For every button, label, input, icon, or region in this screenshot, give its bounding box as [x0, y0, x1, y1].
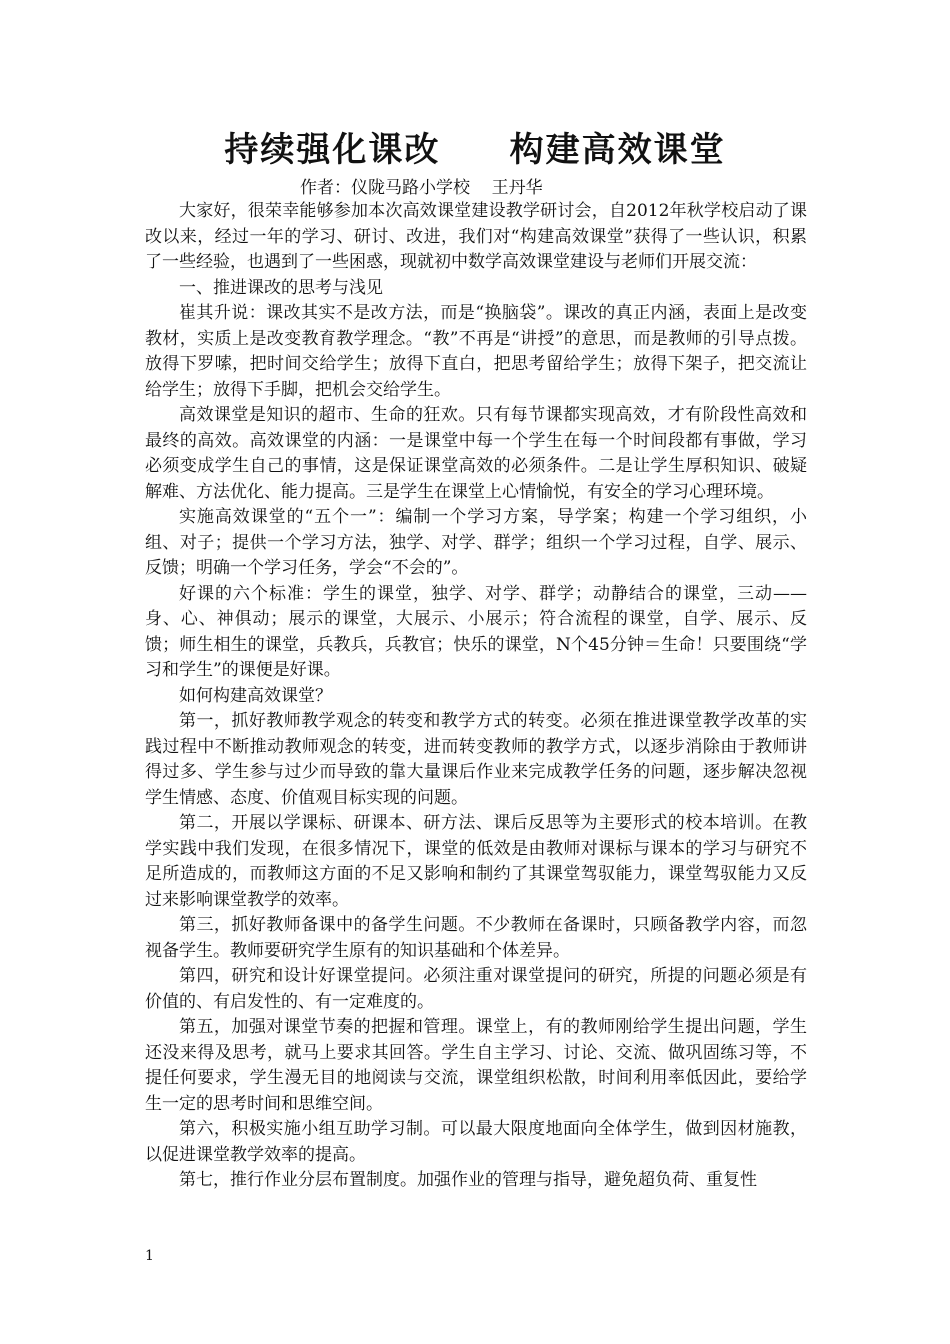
- paragraph: 第五，加强对课堂节奏的把握和管理。课堂上，有的教师刚给学生提出问题，学生还没来得及思考，就马上要求其回答。学生自主学习、讨论、交流、做巩固练习等，不提任何要求，学生漫无目的地阅读与交流，课堂组织松散，时间利用率低因此，要给学生一定的思考时间和思维空间。: [145, 1017, 807, 1114]
- section-heading-1: 一、推进课改的思考与浅见: [179, 277, 383, 298]
- paragraph: 第七，推行作业分层布置制度。加强作业的管理与指导，避免超负荷、重复性: [179, 1170, 757, 1190]
- paragraph: 高效课堂是知识的超市、生命的狂欢。只有每节课都实现高效，才有阶段性高效和最终的高效。高效课堂的内涵：一是课堂中每一个学生在每一个时间段都有事做，学习必须变成学生自己的事情，这是保证课堂高效的必须条件。二是让学生厚积知识、破疑解难、方法优化、能力提高。三是学生在课堂上心情愉悦，有安全的学习心理环境。: [145, 405, 807, 502]
- subheading-how-to-build: 如何构建高效课堂？: [179, 685, 332, 706]
- paragraph-intro: 大家好，很荣幸能够参加本次高效课堂建设教学研讨会，自2012年秋学校启动了课改以来，经过一年的学习、研讨、改进，我们对“构建高效课堂”获得了一些认识，积累了一些经验，也遇到了一些困惑，现就初中数学高效课堂建设与老师们开展交流：: [145, 201, 807, 272]
- paragraph: 第一，抓好教师教学观念的转变和教学方式的转变。必须在推进课堂教学改革的实践过程中不断推动教师观念的转变，进而转变教师的教学方式，以逐步消除由于教师讲得过多、学生参与过少而导致的靠大量课后作业来完成教学任务的问题，逐步解决忽视学生情感、态度、价值观目标实现的问题。: [145, 711, 807, 808]
- paragraph: 第六，积极实施小组互助学习制。可以最大限度地面向全体学生，做到因材施教，以促进课堂教学效率的提高。: [145, 1119, 807, 1165]
- document-body: [145, 199, 807, 1194]
- paragraph: 好课的六个标准：学生的课堂，独学、对学、群学；动静结合的课堂，三动——身、心、神俱动；展示的课堂，大展示、小展示；符合流程的课堂，自学、展示、反馈；师生相生的课堂，兵教兵，兵教官；快乐的课堂，N个45分钟＝生命！只要围绕“学习和学生”的课便是好课。: [145, 583, 807, 680]
- page-number: 1: [145, 1248, 154, 1264]
- paragraph: 第二，开展以学课标、研课本、研方法、课后反思等为主要形式的校本培训。在教学实践中我们发现，在很多情况下，课堂的低效是由教师对课标与课本的学习与研究不足所造成的，而教师这方面的不足又影响和制约了其课堂驾驭能力，课堂驾驭能力又反过来影响课堂教学的效率。: [145, 813, 807, 910]
- paragraph: 第三，抓好教师备课中的备学生问题。不少教师在备课时，只顾备教学内容，而忽视备学生。教师要研究学生原有的知识基础和个体差异。: [145, 915, 807, 961]
- paragraph: 实施高效课堂的“五个一”：编制一个学习方案，导学案；构建一个学习组织，小组、对子；提供一个学习方法，独学、对学、群学；组织一个学习过程，自学、展示、反馈；明确一个学习任务，学会“不会的”。: [145, 507, 807, 578]
- document-title: 持续强化课改 构建高效课堂: [224, 130, 726, 170]
- author-line: 作者：仪陇马路小学校 王丹华: [300, 178, 543, 198]
- paragraph: 第四，研究和设计好课堂提问。必须注重对课堂提问的研究，所提的问题必须是有价值的、有启发性的、有一定难度的。: [145, 966, 807, 1012]
- paragraph: 崔其升说：课改其实不是改方法，而是“换脑袋”。课改的真正内涵，表面上是改变教材，实质上是改变教育教学理念。“教”不再是“讲授”的意思，而是教师的引导点拨。放得下罗嗦，把时间交给学生；放得下直白，把思考留给学生；放得下架子，把交流让给学生；放得下手脚，把机会交给学生。: [145, 303, 807, 400]
